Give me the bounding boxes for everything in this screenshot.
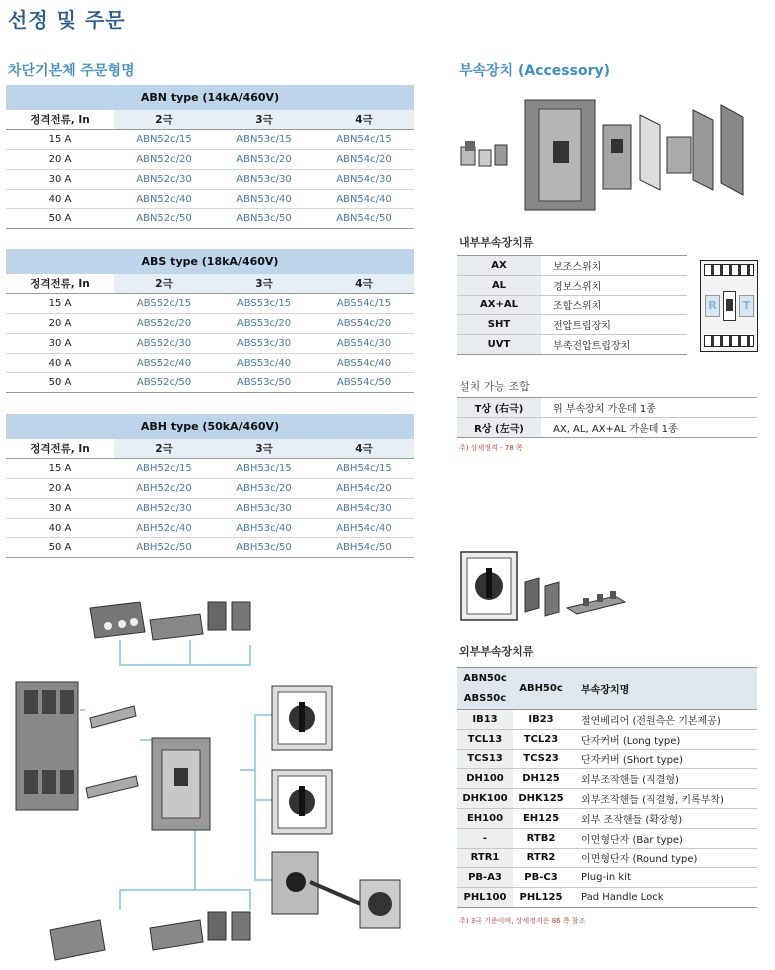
- order-table: [6, 249, 414, 393]
- abh-code: IB23: [513, 710, 569, 730]
- rated-current: 15 A: [6, 459, 114, 479]
- side-module-icon: [603, 125, 631, 189]
- rated-current: 40 A: [6, 353, 114, 373]
- table-row: [6, 209, 414, 229]
- table-row: [457, 808, 757, 828]
- model-code: ABS54c/50: [314, 373, 414, 393]
- table-row: [6, 538, 414, 558]
- terminal-cover-short-icon: [150, 614, 203, 640]
- rated-current: 50 A: [6, 209, 114, 229]
- accessory-code: AX: [457, 256, 541, 276]
- table-row: [6, 373, 414, 393]
- combo-table: [457, 397, 757, 438]
- model-code: ABH53c/20: [214, 479, 314, 499]
- abn-abs-code: IB13: [457, 710, 513, 730]
- table-row: [6, 333, 414, 353]
- model-code: ABS54c/20: [314, 314, 414, 334]
- accessory-name: 조합스위치: [541, 295, 687, 315]
- rated-current: 30 A: [6, 169, 114, 189]
- table-row: [457, 335, 687, 355]
- rated-current: 50 A: [6, 538, 114, 558]
- model-code: ABN52c/50: [114, 209, 214, 229]
- terminal-cover-top-icon: [90, 602, 145, 638]
- abn-abs-code: -: [457, 828, 513, 848]
- model-code: ABS54c/40: [314, 353, 414, 373]
- model-code: ABH53c/30: [214, 498, 314, 518]
- model-code: ABH52c/15: [114, 459, 214, 479]
- model-code: ABN54c/15: [314, 130, 414, 150]
- accessory-name: 외부조작핸들 (직결형): [569, 769, 757, 789]
- column-rating: 정격전류, In: [6, 110, 114, 130]
- table-row: [457, 315, 687, 335]
- small-accessory-icon: [461, 141, 507, 166]
- table-row: [6, 498, 414, 518]
- column-3-pole: 3극: [214, 110, 314, 130]
- accessory-name: 이면형단자 (Round type): [569, 848, 757, 868]
- abh-code: EH125: [513, 808, 569, 828]
- terminal-cover-bottom-icon: [50, 920, 105, 960]
- header-accessory-name: 부속장치명: [569, 668, 757, 710]
- table-row: [6, 314, 414, 334]
- phase-label: R상 (左극): [457, 417, 541, 437]
- type-header: ABN type (14kA/460V): [6, 85, 414, 110]
- model-code: ABS52c/50: [114, 373, 214, 393]
- abn-abs-code: RTR1: [457, 848, 513, 868]
- accessory-name: 이면형단자 (Bar type): [569, 828, 757, 848]
- rated-current: 40 A: [6, 518, 114, 538]
- external-accessory-title: 외부부속장치류: [459, 645, 534, 658]
- model-code: ABH53c/15: [214, 459, 314, 479]
- model-code: ABS53c/30: [214, 333, 314, 353]
- direct-handle-icon: [272, 686, 332, 750]
- model-code: ABH54c/20: [314, 479, 414, 499]
- accessory-name: 단자커버 (Short type): [569, 749, 757, 769]
- internal-accessory-title: 내부부속장치류: [459, 236, 534, 249]
- model-code: ABN53c/20: [214, 150, 314, 170]
- type-header: ABH type (50kA/460V): [6, 414, 414, 439]
- accessory-exploded-drawing: [455, 95, 765, 220]
- model-code: ABS54c/30: [314, 333, 414, 353]
- table-row: [6, 294, 414, 314]
- model-code: ABH54c/50: [314, 538, 414, 558]
- column-3-pole: 3극: [214, 439, 314, 459]
- model-code: ABS53c/40: [214, 353, 314, 373]
- header-abn: ABN50c: [463, 672, 507, 684]
- accessory-name: 절연베리어 (전원측은 기본제공): [569, 710, 757, 730]
- type-header: ABS type (18kA/460V): [6, 249, 414, 274]
- abn-abs-code: PHL100: [457, 888, 513, 908]
- table-row: [6, 459, 414, 479]
- external-accessory-table: [457, 667, 757, 908]
- plate-icon: [525, 578, 539, 612]
- combo-desc: AX, AL, AX+AL 가운데 1종: [541, 417, 757, 437]
- abn-abs-code: TCL13: [457, 729, 513, 749]
- order-table: [6, 414, 414, 558]
- table-row: [457, 710, 757, 730]
- accessory-section-title: 부속장치 (Accessory): [459, 63, 611, 79]
- abh-code: TCS23: [513, 749, 569, 769]
- model-code: ABH53c/50: [214, 538, 314, 558]
- abh-code: PHL125: [513, 888, 569, 908]
- table-row: [457, 888, 757, 908]
- model-code: ABN52c/20: [114, 150, 214, 170]
- model-code: ABN54c/20: [314, 150, 414, 170]
- external-note: 주) 3극 기준이며, 상세정격은 86 쪽 참조: [459, 917, 586, 925]
- combo-desc: 위 부속장치 가운데 1종: [541, 398, 757, 418]
- column-4-pole: 4극: [314, 439, 414, 459]
- model-code: ABH53c/40: [214, 518, 314, 538]
- column-2-pole: 2극: [114, 439, 214, 459]
- model-code: ABN53c/15: [214, 130, 314, 150]
- accessory-code: AL: [457, 275, 541, 295]
- breaker-front-diagram: [700, 260, 758, 352]
- rated-current: 20 A: [6, 150, 114, 170]
- model-code: ABH52c/40: [114, 518, 214, 538]
- abh-code: DHK125: [513, 789, 569, 809]
- model-code: ABN54c/40: [314, 189, 414, 209]
- external-handle-drawing: [455, 548, 635, 628]
- table-row: [457, 868, 757, 888]
- header-abs: ABS50c: [463, 692, 507, 704]
- accessory-name: 경보스위치: [541, 275, 687, 295]
- assembly-exploded-drawing: [10, 590, 410, 970]
- rear-terminal-icon: [86, 706, 138, 798]
- table-row: [457, 275, 687, 295]
- model-code: ABN52c/15: [114, 130, 214, 150]
- extended-handle-icon: [272, 852, 400, 928]
- combo-note: 주) 상세정격 - 78 쪽: [459, 444, 523, 452]
- order-table: [6, 85, 414, 229]
- model-code: ABS53c/50: [214, 373, 314, 393]
- abh-code: DH125: [513, 769, 569, 789]
- accessory-name: 전압트립장치: [541, 315, 687, 335]
- model-code: ABN53c/30: [214, 169, 314, 189]
- column-4-pole: 4극: [314, 274, 414, 294]
- table-row: [457, 828, 757, 848]
- model-code: ABH54c/30: [314, 498, 414, 518]
- model-code: ABS52c/40: [114, 353, 214, 373]
- model-code: ABS54c/15: [314, 294, 414, 314]
- slot-t: T: [739, 295, 754, 317]
- model-code: ABS52c/15: [114, 294, 214, 314]
- model-code: ABS52c/30: [114, 333, 214, 353]
- table-row: [6, 169, 414, 189]
- accessory-code: SHT: [457, 315, 541, 335]
- slot-r: R: [705, 295, 720, 317]
- page-title: 선정 및 주문: [8, 8, 126, 32]
- table-row: [6, 150, 414, 170]
- table-row: [457, 398, 757, 418]
- abn-abs-code: PB-A3: [457, 868, 513, 888]
- table-row: [6, 518, 414, 538]
- rated-current: 40 A: [6, 189, 114, 209]
- abn-abs-code: DHK100: [457, 789, 513, 809]
- barrier-icon: [208, 602, 226, 630]
- table-row: [457, 848, 757, 868]
- table-row: [457, 729, 757, 749]
- rated-current: 50 A: [6, 373, 114, 393]
- model-code: ABH54c/15: [314, 459, 414, 479]
- accessory-name: 외부조작핸들 (직결형, 키록부착): [569, 789, 757, 809]
- abn-abs-code: DH100: [457, 769, 513, 789]
- terminal-bar-icon: [567, 596, 625, 614]
- rated-current: 20 A: [6, 314, 114, 334]
- breaker-icon: [152, 738, 210, 830]
- model-code: ABS53c/20: [214, 314, 314, 334]
- column-2-pole: 2극: [114, 274, 214, 294]
- side-cover-icon: [693, 110, 713, 190]
- model-code: ABN53c/40: [214, 189, 314, 209]
- abh-code: PB-C3: [513, 868, 569, 888]
- accessory-name: 단자커버 (Long type): [569, 729, 757, 749]
- accessory-name: Pad Handle Lock: [569, 888, 757, 908]
- table-row: [6, 130, 414, 150]
- column-4-pole: 4극: [314, 110, 414, 130]
- abh-code: RTB2: [513, 828, 569, 848]
- table-row: [457, 417, 757, 437]
- abn-abs-code: EH100: [457, 808, 513, 828]
- rated-current: 20 A: [6, 479, 114, 499]
- model-code: ABH52c/30: [114, 498, 214, 518]
- combo-title: 설치 가능 조합: [459, 380, 530, 393]
- table-row: [457, 256, 687, 276]
- column-2-pole: 2극: [114, 110, 214, 130]
- rated-current: 15 A: [6, 130, 114, 150]
- rated-current: 15 A: [6, 294, 114, 314]
- order-section-title: 차단기본체 주문형명: [8, 63, 135, 79]
- key-lock-handle-icon: [272, 770, 332, 834]
- abn-abs-code: TCS13: [457, 749, 513, 769]
- plug-in-base-icon: [16, 682, 78, 810]
- table-row: [457, 789, 757, 809]
- table-row: [457, 749, 757, 769]
- column-rating: 정격전류, In: [6, 439, 114, 459]
- accessory-code: UVT: [457, 335, 541, 355]
- model-code: ABN52c/40: [114, 189, 214, 209]
- accessory-name: 보조스위치: [541, 256, 687, 276]
- table-row: [457, 769, 757, 789]
- accessory-code: AX+AL: [457, 295, 541, 315]
- model-code: ABN54c/30: [314, 169, 414, 189]
- model-code: ABN52c/30: [114, 169, 214, 189]
- header-abh: ABH50c: [513, 668, 569, 710]
- model-code: ABS53c/15: [214, 294, 314, 314]
- model-code: ABH54c/40: [314, 518, 414, 538]
- column-3-pole: 3극: [214, 274, 314, 294]
- column-rating: 정격전류, In: [6, 274, 114, 294]
- header-abn-abs: [457, 668, 513, 710]
- rated-current: 30 A: [6, 333, 114, 353]
- accessory-name: 외부 조작핸들 (확장형): [569, 808, 757, 828]
- model-code: ABN53c/50: [214, 209, 314, 229]
- phase-label: T상 (右극): [457, 398, 541, 418]
- table-row: [6, 189, 414, 209]
- table-row: [457, 295, 687, 315]
- abh-code: TCL23: [513, 729, 569, 749]
- model-code: ABH52c/50: [114, 538, 214, 558]
- model-code: ABH52c/20: [114, 479, 214, 499]
- internal-accessory-table: [457, 255, 687, 355]
- abh-code: RTR2: [513, 848, 569, 868]
- table-row: [6, 479, 414, 499]
- model-code: ABS52c/20: [114, 314, 214, 334]
- model-code: ABN54c/50: [314, 209, 414, 229]
- accessory-name: 부족전압트립장치: [541, 335, 687, 355]
- accessory-name: Plug-in kit: [569, 868, 757, 888]
- table-row: [6, 353, 414, 373]
- rated-current: 30 A: [6, 498, 114, 518]
- cover-plate-icon: [640, 115, 660, 190]
